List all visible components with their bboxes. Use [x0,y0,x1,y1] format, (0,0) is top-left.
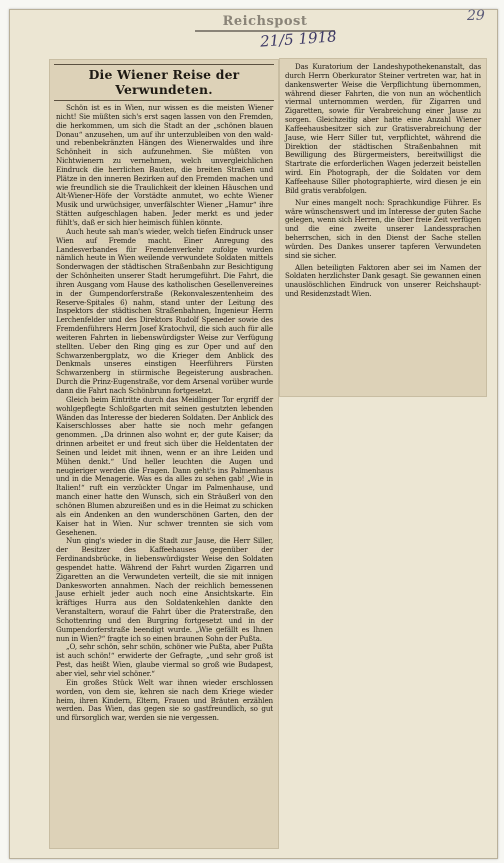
paragraph: „O, sehr schön, sehr schön, schöner wie Pußta, aber Pußta ist auch schön!“ erwiderte der Gefragte, „und sehr groß ist Pest, das heißt Wien, glaube viermal so groß wie Budapest, aber viel, sehr viel schöner.“ [56,642,273,678]
clipping-left-column [49,59,279,849]
article-title: Die Wiener Reise der Verwundeten. [88,67,240,97]
headline-box [54,64,274,101]
paragraph: Nun ging's wieder in die Stadt zur Jause, die Herr Siller, der Besitzer des Kaffeehauses gegenüber der Ferdinandsbrücke, in liebenswürdigster Weise den Soldaten gespendet hatte. Während der Fahrt wurden Zigarren und Zigaretten an die Verwundeten verteilt, die sie mit innigen Dankesworten annahmen. Nach der reichlich bemessenen Jause erhielt jeder auch noch eine Ansichtskarte. Ein kräftiges Hurra aus den Soldatenkehlen dankte den Veranstaltern, worauf die Fahrt über die Praterstraße, den Schottenring und den Burgring fortgesetzt und in der Gumpendorferstraße beendigt wurde. „Wie gefällt es Ihnen nun in Wien?“ fragte ich so einen braunen Sohn der Pußta. [56,536,273,643]
paragraph: Nur eines mangelt noch: Sprachkundige Führer. Es wäre wünschenswert und im Interesse der guten Sache gelegen, wenn sich Herren, die über freie Zeit verfügen und die eine zweite unserer Landessprachen beherrschen, sich in den Dienst der Sache stellen würden. Des Dankes unserer tapferen Verwundeten sind sie sicher. [285,197,481,260]
paragraph: Das Kuratorium der Landeshypothekenanstalt, das durch Herrn Oberkurator Steiner vertreten war, hat in dankenswerter Weise die Verpflichtung übernommen, während dieser Fahrten, die von nun an wöchentlich viermal unternommen werden, für Zigarren und Zigaretten, sowie für Verabreichung einer Jause zu sorgen. Gleichzeitig aber hatte eine Anzahl Wiener Kaffeehausbesitzer sich zur Gratisverabreichung der Jause, wie Herr Siller tut, verpflichtet, während die Direktion der städtischen Straßenbahnen mit Bewilligung des Bürgermeisters, bereitwilligst die Startrate die erforderlichen Wagen jederzeit beistellen wird. Ein Photograph, der die Soldaten vor dem Kaffeehause Siller photographierte, wird diesen je ein Bild gratis verabfolgen. [285,62,481,195]
handwritten-date: 21/5 1918 [259,27,338,51]
archive-sheet [9,9,498,859]
paragraph: Allen beteiligten Faktoren aber sei im Namen der Soldaten herzlichster Dank gesagt. Sie gewannen einen unauslöschlichen Eindruck von unserer Reichshaupt- und Residenzstadt Wien. [285,262,481,299]
page-number: 29 [467,8,485,24]
newspaper-name: Reichspost [195,14,335,32]
article-body-right [280,59,486,299]
article-body-left [50,104,278,723]
paragraph: Schön ist es in Wien, nur wissen es die meisten Wiener nicht! Sie müßten sich's erst sagen lassen von den Fremden, die herkommen, um sich die Stadt an der „schönen blauen Donau“ anzusehen, um auf ihr unterzubleiben von den wald- und rebenbekränzten Hängen des Wienerwaldes und ihre Schönheit in sich aufzunehmen. Sie müßten von Nichtwienern zu vernehmen, welch unvergleichlichen Eindruck die herrlichen Bauten, die breiten Straßen und Plätze in den inneren Bezirken auf den Fremden machen und wie freundlich sie die Traulichkeit der kleinen Häuschen und Alt-Wiener-Höfe der Vorstädte anmutet, wo echte Wiener Musik und urwüchsiger, unverfälschter Wiener „Hamur“ ihre Stätten aufgeschlagen haben. Jeder merkt es und jeder fühlt's, daß er sich hier heimisch fühlen könnte. [56,103,273,227]
paragraph: Gleich beim Eintritte durch das Meidlinger Tor ergriff der wohlgepflegte Schloßgarten mit seinen gestutzten lebenden Wänden das Interesse der biederen Soldaten. Der Anblick des Kaiserschlosses aber hatte sie noch mehr gefangen genommen. „Da drinnen also wohnt er, der gute Kaiser; da drinnen arbeitet er und freut sich über die Heldentaten der Seinen und leidet mit ihnen, wenn er an ihre Leiden und Mühen denkt.“ Und heller leuchten die Augen und neugieriger werden die Fragen. Dann geht's ins Palmenhaus und in die Menagerie. Was es da alles zu sehen gab! „Wie in Italien!“ ruft ein verzückter Ungar im Palmenhause, und manch einer hatte den Wunsch, sich ein Sträußerl von den schönen Blumen abzureißen und es in die Heimat zu schicken als ein Andenken an den wunderschönen Garten, den der Kaiser hat in Wien. Nur schwer trennten sie sich vom Gesehenen. [56,394,273,537]
clipping-right-column [279,58,487,397]
paragraph: Ein großes Stück Welt war ihnen wieder erschlossen worden, von dem sie, kehren sie nach dem Kriege wieder heim, ihren Kindern, Eltern, Frauen und Bräuten erzählen werden. Das Wien, das gegen sie so gastfreundlich, so gut und fürsorglich war, werden sie nie vergessen. [56,677,273,723]
paragraph: Auch heute sah man's wieder, welch tiefen Eindruck unser Wien auf Fremde macht. Einer Anregung des Landesverbandes für Fremdenverkehr zufolge wurden nämlich heute in Wien weilende verwundete Soldaten mittels Sonderwagen der städtischen Straßenbahn zur Besichtigung der Schönheiten unserer Stadt herumgeführt. Die Fahrt, die ihren Ausgang vom Hause des katholischen Gesellenvereines in der Gumpendorferstraße (Rekonvaleszentenheim des Reserve-Spitales 6) nahm, stand unter der Leitung des Inspektors der städtischen Straßenbahnen, Ingenieur Herrn Lerchenfelder und des Direktors Rudolf Speneder sowie des Fremdenführers Herrn Josef Kratochvil, die sich auch für alle weiteren Fahrten in liebenswürdigster Weise zur Verfügung stellten. Ueber den Ring ging es zur Oper und auf den Schwarzenbergplatz, wo die Krieger dem Anblick des Denkmals unseres einstigen Heerführers Fürsten Schwarzenberg in stürmische Begeisterung ausbrachen. Durch die Prinz-Eugenstraße, vor dem Arsenal vorüber wurde dann die Fahrt nach Schönbrunn fortgesetzt. [56,226,273,395]
